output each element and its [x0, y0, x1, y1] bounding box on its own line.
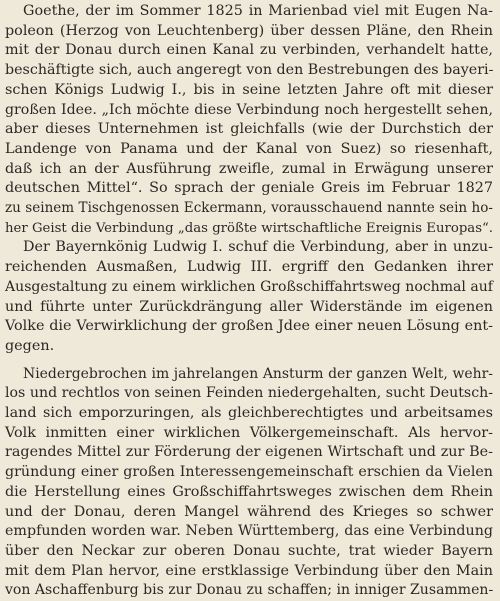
text-line: zu seinem Tischgenossen Eckermann, vorausschauend nannte sein ho- [5, 200, 493, 217]
paragraph-ludwig [5, 238, 493, 356]
paragraph-goethe [5, 2, 493, 238]
text-line: großen Idee. „Ich möchte diese Verbindung noch hergestellt sehen, [5, 101, 493, 118]
text-line: mit der Donau durch einen Kanal zu verbinden, verhandelt hatte, [5, 42, 493, 59]
text-line: Ausgestaltung zu einem wirklichen Großschiffahrtsweg nochmal auf [5, 278, 493, 295]
text-line: die Herstellung eines Großschiffahrtsweges zwischen dem Rhein [5, 483, 493, 500]
text-line: her Geist die Verbindung „das größte wirtschaftliche Ereignis Europas“. [5, 220, 493, 236]
paragraph-niedergebrochen [5, 365, 493, 601]
text-line: und führte unter Zurückdrängung aller Widerstände im eigenen [5, 298, 493, 315]
text-line: land sich emporzuringen, als gleichberechtigtes und arbeitsames [5, 405, 493, 422]
paragraph-spacer [5, 357, 493, 365]
text-line: Der Bayernkönig Ludwig I. schuf die Verbindung, aber in unzu- [23, 239, 493, 256]
text-line: Volk inmitten einer wirklichen Völkergemeinschaft. Als hervor- [5, 424, 493, 441]
text-line: reichenden Ausmaßen, Ludwig III. ergriff den Gedanken ihrer [5, 259, 493, 276]
text-line: los und rechtlos von seinen Feinden niedergehalten, sucht Deutsch- [5, 385, 493, 402]
text-line: poleon (Herzog von Leuchtenberg) über dessen Pläne, den Rhein [5, 22, 493, 39]
text-line: Goethe, der im Sommer 1825 in Marienbad viel mit Eugen Na- [23, 3, 493, 19]
text-line: Niedergebrochen im jahrelangen Ansturm der ganzen Welt, wehr- [23, 365, 493, 382]
text-line: gründung einer großen Interessengemeinschaft erschien da Vielen [5, 464, 493, 481]
text-line: schen Königs Ludwig I., bis in seine letzten Jahre oft mit dieser [5, 81, 493, 98]
text-line: von Aschaffenburg bis zur Donau zu schaffen; in inniger Zusammen- [5, 582, 494, 599]
text-line: deutschen Mittel“. So sprach der geniale Greis im Februar 1827 [5, 180, 493, 197]
text-line: daß ich an der Ausführung zweifle, zumal in Erwägung unserer [5, 160, 493, 177]
text-line: ragendes Mittel zur Förderung der eigenen Wirtschaft und zur Be- [5, 444, 493, 461]
text-line: Volke die Verwirklichung der großen Jdee einer neuen Lösung ent- [5, 318, 493, 335]
text-line: beschäftigte sich, auch angeregt von den Bestrebungen des bayeri- [5, 62, 494, 79]
text-line: Landenge von Panama und der Kanal von Suez) so riesenhaft, [5, 140, 493, 157]
text-line: empfunden worden war. Neben Württemberg, das eine Verbindung [5, 523, 493, 540]
text-line: über den Neckar zur oberen Donau suchte, trat wieder Bayern [5, 542, 493, 559]
text-line: gegen. [5, 337, 55, 354]
text-line: mit dem Plan hervor, eine erstklassige Verbindung über den Main [5, 562, 493, 579]
text-line: aber dieses Unternehmen ist gleichfalls (wie der Durchstich der [5, 121, 493, 138]
text-line: und der Donau, deren Mangel während des Krieges so schwer [5, 503, 493, 520]
